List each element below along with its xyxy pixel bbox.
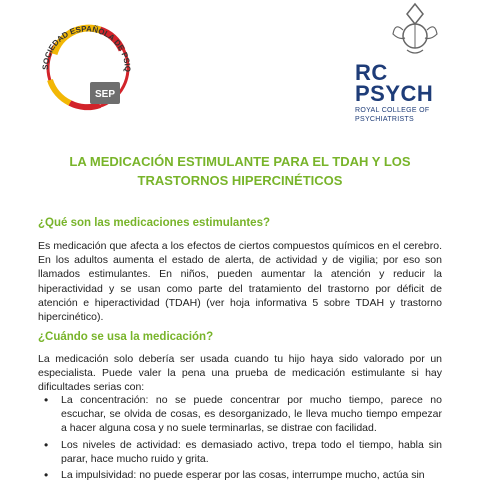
rc-psych-subtitle xyxy=(355,106,429,124)
section-heading-1: ¿Qué son las medicaciones estimulantes? xyxy=(38,217,270,229)
rc-psych-logo xyxy=(355,62,433,104)
rc-psych-crest-icon xyxy=(385,0,445,60)
section-body-1: Es medicación que afecta a los efectos de ciertos compuestos químicos en el cerebro. En los adultos aumenta el estado de alerta, de actividad y de vigilia; por eso son llamados estimulantes. En niños, pueden aumentar la atención y reducir la hiperactividad y se usan como parte del tratamiento del trastorno por déficit de atención e hiperactividad (TDAH) (ver hoja informativa 5 sobre TDAH y trastorno hipercinético). xyxy=(38,240,442,324)
title-line-1: LA MEDICACIÓN ESTIMULANTE PARA EL TDAH Y LOS xyxy=(69,154,411,169)
difficulty-list xyxy=(38,393,442,484)
sep-logo xyxy=(30,10,140,120)
title-line-2: TRASTORNOS HIPERCINÉTICOS xyxy=(137,173,343,188)
section-heading-2: ¿Cuándo se usa la medicación? xyxy=(38,331,214,343)
document-title xyxy=(60,152,420,190)
rc-text: RC xyxy=(355,60,388,85)
psych-text: PSYCH xyxy=(355,81,434,106)
list-item: • La impulsividad: no puede esperar por las cosas, interrumpe mucho, actúa sin xyxy=(38,468,442,482)
section-body-2: La medicación solo debería ser usada cuando tu hijo haya sido valorado por un especialista. Puede valer la pena una prueba de medicación estimulante si hay dificultades serias con: xyxy=(38,353,442,394)
svg-text:SOCIEDAD ESPAÑOLA DE PSIQUIATR: SOCIEDAD ESPAÑOLA DE PSIQ xyxy=(40,24,133,73)
rc-sub-line1: ROYAL COLLEGE OF xyxy=(355,107,430,114)
list-item: • Los niveles de actividad: es demasiado activo, trepa todo el tiempo, habla sin parar, hace mucho ruido y grita. xyxy=(38,438,442,466)
rc-sub-line2: PSYCHIATRISTS xyxy=(355,116,415,123)
list-item: • La concentración: no se puede concentrar por mucho tiempo, parece no escuchar, se olvida de cosas, es desorganizado, le lleva mucho tiempo empezar a hacer alguna cosa y no suele terminarlas, se distrae con facilidad. xyxy=(38,393,442,436)
sep-seal-graphic xyxy=(30,10,140,120)
svg-text:SEP: SEP xyxy=(94,89,116,100)
